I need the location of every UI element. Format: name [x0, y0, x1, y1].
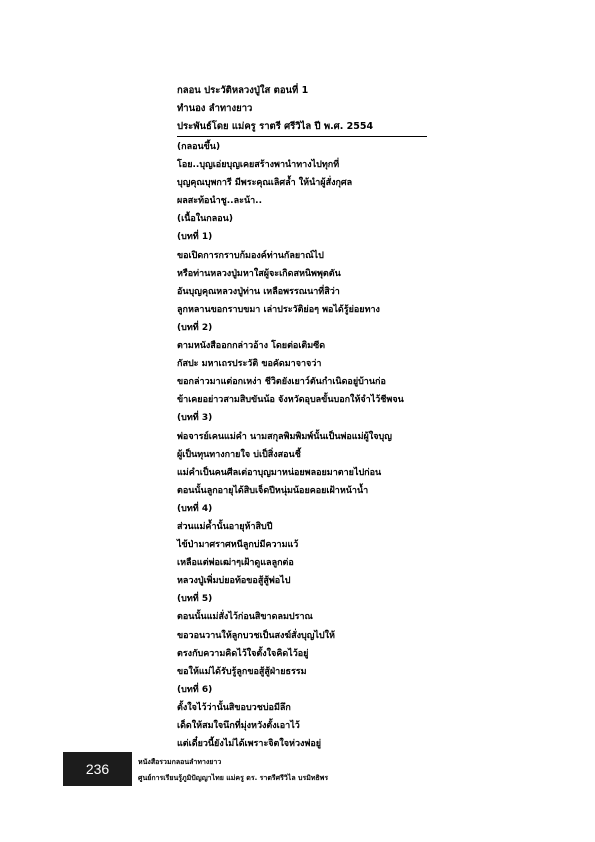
poem-line: ตรงกับความคิดไว้ใจตั้งใจคิดไว้อยู่	[177, 648, 309, 659]
poem-line: แม่คำเป็นคนศีลเต่อาบุญมาหน่อยพลอยมาตายไปก่อน	[177, 467, 382, 478]
poem-line: ขอวอนวานให้ลูกบวชเป็นสงฆ์สั่งบุญไปให้	[177, 630, 335, 641]
poem-line: บุญคุณบุพการี มีพระคุณเลิศล้ำ ให้นำผู้สั่งกุศล	[177, 178, 353, 189]
poem-line: หรือท่านหลวงปู่มหาใสผู้จะเกิดสหนิพพุตตัน	[177, 268, 341, 279]
poem-body	[177, 138, 477, 753]
poem-line: ผู้เป็นทุนทางกายใจ บ่เป็สิ่งสอนชี้	[177, 449, 301, 460]
poem-header	[177, 82, 427, 137]
poem-line: (เนื้อในกลอน)	[177, 214, 233, 225]
poem-line: เด็ดให้สมใจนึกที่มุ่งหวังตั้งเอาไว้	[177, 721, 300, 731]
poem-line: ตอนนั้นลูกอายุได้สิบเจ็ดปีหนุ่มน้อยคอยเฝ้าหน้าน้ำ	[177, 485, 369, 496]
poem-line: ขอกล่าวมาแต่อกเหง่า ชีวิตยังเยาว์ตันกำเนิดอยู่บ้านก่อ	[177, 377, 386, 388]
poem-line: หลวงปู่เพิ่มบ่ยอท้อขอสู้สู้พ่อไป	[177, 576, 291, 587]
poem-line: ผลสะท้อนำชู..ละน้า..	[177, 196, 262, 207]
poem-melody: ทำนอง ลำทางยาว	[177, 103, 253, 114]
poem-line: ลูกหลานขอกราบขมา เล่าประวัติย่อๆ พอได้รู้ย่อยทาง	[177, 304, 380, 315]
poem-line: (บทที่ 5)	[177, 594, 213, 605]
page-footer	[138, 754, 328, 786]
poem-line: พ่อจารย์เคนแม่คำ นามสกุลพิมพิมพ์นั้นเป็นพ่อแม่ผู้ใจบุญ	[177, 431, 392, 442]
poem-line: ตั้งใจไว้ว่านั้นสิขอบวชบ่อมีลึก	[177, 702, 291, 713]
poem-line: แต่เดี๋ยวนี้ยังไม่ได้เพราะจิตใจห่วงพ่อยู่	[177, 739, 322, 750]
poem-line: กัสปะ มหาเถรประวัติ ขอคัดมาจาจว่า	[177, 359, 322, 370]
page-number: 236	[85, 761, 110, 777]
poem-line: (บทที่ 1)	[177, 232, 213, 243]
poem-line: ขอให้แม่ได้รับรู้ลูกขอสู้สู้ฝ่ายธรรม	[177, 666, 307, 677]
poem-line: ตามหนังสืออกกล่าวอ้าง โดยต่อเติมซีด	[177, 341, 326, 352]
poem-line: ตอนนั้นแม่สั่งไว้ก่อนสิขาดลมปราณ	[177, 612, 313, 623]
poem-line: (บทที่ 3)	[177, 413, 213, 424]
footer-book-title: หนังสือรวมกลอนลำทางยาว	[138, 758, 222, 766]
poem-line: (บทที่ 6)	[177, 684, 213, 695]
poem-author: ประพันธ์โดย แม่ครู ราตรี ศรีวิไล ปี พ.ศ. 2554	[177, 118, 427, 137]
poem-line: เหลือแต่พ่อเฒ่าๆเฝ้าดูแลลูกต่อ	[177, 558, 294, 569]
poem-line: (บทที่ 4)	[177, 503, 213, 514]
page-number-badge	[63, 752, 132, 786]
poem-line: ส่วนแม่ค้ำนั้นอายุห้าสิบปี	[177, 521, 273, 532]
poem-line: (บทที่ 2)	[177, 322, 213, 333]
poem-line: ไข้ป่ามาศราศหนีลูกบ่มีความแว้	[177, 540, 299, 551]
poem-line: โอย..บุญเอ่ยบุญเคยสร้างพานำทางไปทุกที่	[177, 160, 340, 171]
footer-publisher: ศูนย์การเรียนรู้ภูมิปัญญาไทย แม่ครู ดร. ราตรีศรีวิไล บรมิทธิพร	[138, 774, 329, 782]
poem-line: ข้าเคยอย่าวสามสิบขันน้อ จังหวัดอุบลขั้นบอกให้จำไว้ชีพจน	[177, 395, 404, 406]
poem-line: (กลอนขึ้น)	[177, 142, 221, 152]
poem-line: ขอเปิดการกราบก้มองค์ท่านกัลยาณ์ไป	[177, 250, 324, 261]
poem-title: กลอน ประวัติหลวงปู่ใส ตอนที่ 1	[177, 85, 309, 96]
poem-line: อันบุญคุณหลวงปู่ท่าน เหลือพรรณนาที่สิว่า	[177, 286, 340, 297]
